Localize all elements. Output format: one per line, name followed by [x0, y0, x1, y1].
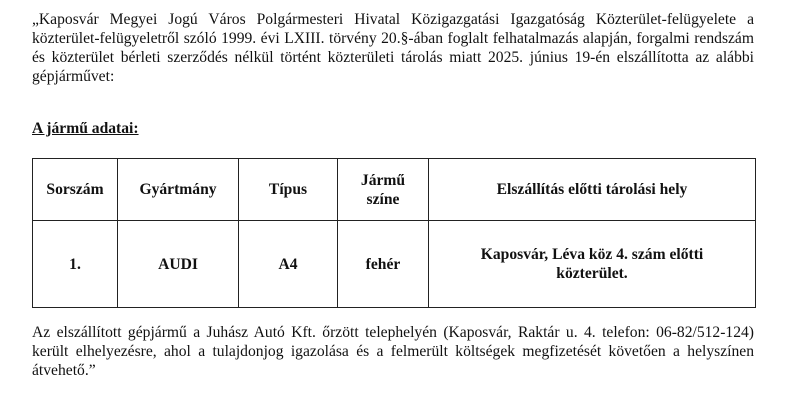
header-color-line1: Jármű: [360, 171, 406, 189]
header-color: [338, 159, 429, 221]
cell-color: fehér: [338, 221, 429, 308]
table-row: [33, 221, 756, 308]
vehicle-table: [32, 158, 756, 308]
cell-type: A4: [239, 221, 338, 308]
header-location: Elszállítás előtti tárolási hely: [429, 159, 756, 221]
header-color-line2: színe: [366, 190, 400, 208]
cell-location-line1: Kaposvár, Léva köz 4. szám előtti: [480, 246, 704, 263]
header-number: Sorszám: [33, 159, 118, 221]
cell-location: [429, 221, 756, 308]
cell-location-line2: közterület.: [556, 265, 628, 282]
header-type: Típus: [239, 159, 338, 221]
closing-paragraph: Az elszállított gépjármű a Juhász Autó Kft. őrzött telephelyén (Kaposvár, Raktár u. 4. telefon: 06-82/512-124) került elhelyezésre, ahol a tulajdonjog igazolása és a felmerült költségek megfizetését követően a helyszínen átvehető.”: [32, 324, 754, 379]
header-make: Gyártmány: [118, 159, 239, 221]
cell-make: AUDI: [118, 221, 239, 308]
section-title: A jármű adatai:: [32, 120, 139, 137]
table-header-row: [33, 159, 756, 221]
cell-number: 1.: [33, 221, 118, 308]
intro-paragraph: „Kaposvár Megyei Jogú Város Polgármesteri Hivatal Közigazgatási Igazgatóság Közterület-felügyelete a közterület-felügyeletről szóló 1999. évi LXIII. törvény 20.§-ában foglalt felhatalmazás alapján, forgalmi rendszám és közterület bérleti szerződés nélkül történt közterületi tárolás miatt 2025. június 19-én elszállította az alábbi gépjárművet:: [32, 11, 754, 85]
